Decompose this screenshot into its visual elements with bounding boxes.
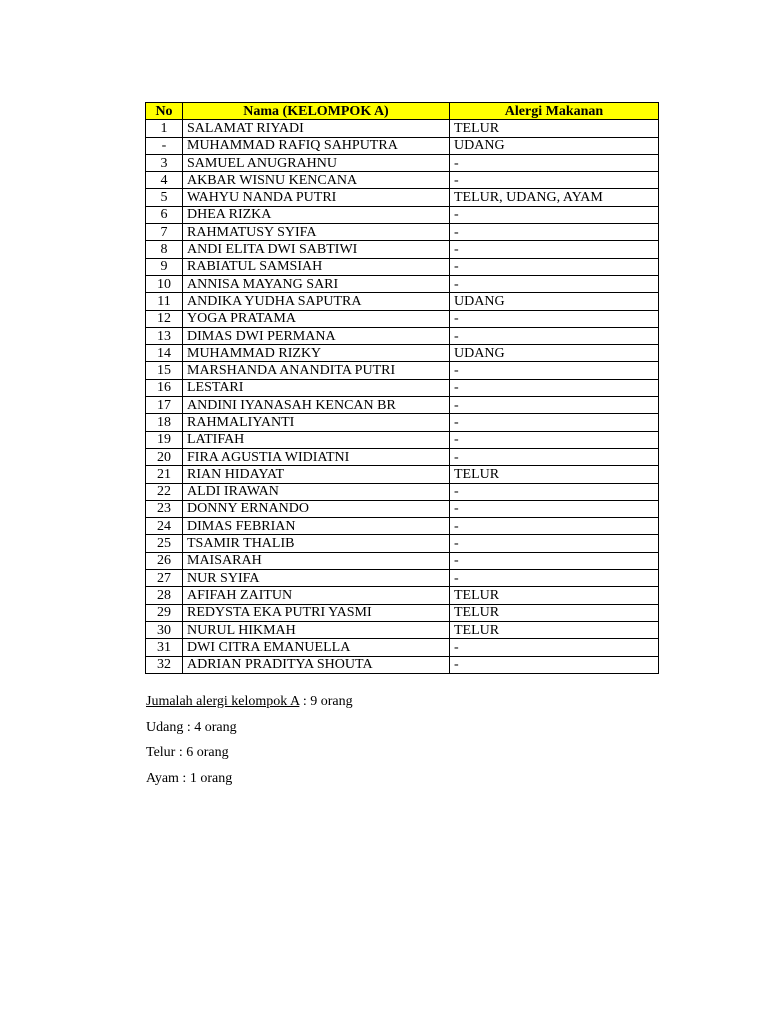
row-no: 13 (146, 327, 183, 344)
row-name: DHEA RIZKA (183, 206, 450, 223)
row-no: 25 (146, 535, 183, 552)
row-allergy: - (450, 414, 659, 431)
row-allergy: - (450, 431, 659, 448)
table-row (146, 552, 659, 569)
row-name: AKBAR WISNU KENCANA (183, 172, 450, 189)
table-row (146, 431, 659, 448)
row-name: ALDI IRAWAN (183, 483, 450, 500)
row-name: MAISARAH (183, 552, 450, 569)
table-row (146, 189, 659, 206)
summary-udang: Udang : 4 orang (146, 719, 237, 735)
summary-telur: Telur : 6 orang (146, 745, 229, 760)
row-allergy: - (450, 206, 659, 223)
row-no: 5 (146, 189, 183, 206)
row-name: LATIFAH (183, 431, 450, 448)
row-name: DIMAS DWI PERMANA (183, 327, 450, 344)
row-no: - (146, 137, 183, 154)
row-allergy: UDANG (450, 293, 659, 310)
row-no: 19 (146, 431, 183, 448)
table-row (146, 604, 659, 621)
row-name: RABIATUL SAMSIAH (183, 258, 450, 275)
row-no: 32 (146, 656, 183, 673)
row-name: RAHMALIYANTI (183, 414, 450, 431)
row-allergy: TELUR (450, 120, 659, 137)
row-name: NURUL HIKMAH (183, 621, 450, 638)
table-row (146, 327, 659, 344)
row-no: 26 (146, 552, 183, 569)
row-no: 29 (146, 604, 183, 621)
row-name: RAHMATUSY SYIFA (183, 224, 450, 241)
table-row (146, 275, 659, 292)
table-row (146, 483, 659, 500)
table-header-row (146, 103, 659, 120)
row-allergy: TELUR (450, 604, 659, 621)
table-row (146, 379, 659, 396)
row-no: 1 (146, 120, 183, 137)
row-name: ANDINI IYANASAH KENCAN BR (183, 397, 450, 414)
table-row (146, 535, 659, 552)
row-allergy: - (450, 535, 659, 552)
row-allergy: - (450, 448, 659, 465)
row-allergy: TELUR (450, 621, 659, 638)
row-allergy: - (450, 327, 659, 344)
row-no: 11 (146, 293, 183, 310)
row-no: 8 (146, 241, 183, 258)
row-no: 30 (146, 621, 183, 638)
row-name: ADRIAN PRADITYA SHOUTA (183, 656, 450, 673)
row-name: FIRA AGUSTIA WIDIATNI (183, 448, 450, 465)
row-name: NUR SYIFA (183, 570, 450, 587)
row-allergy: - (450, 154, 659, 171)
row-allergy: - (450, 172, 659, 189)
row-name: ANNISA MAYANG SARI (183, 275, 450, 292)
table-row (146, 656, 659, 673)
row-name: DWI CITRA EMANUELLA (183, 639, 450, 656)
row-no: 12 (146, 310, 183, 327)
table-row (146, 397, 659, 414)
row-allergy: UDANG (450, 345, 659, 362)
row-no: 14 (146, 345, 183, 362)
table-row (146, 293, 659, 310)
row-name: SALAMAT RIYADI (183, 120, 450, 137)
row-name: LESTARI (183, 379, 450, 396)
row-no: 15 (146, 362, 183, 379)
row-name: SAMUEL ANUGRAHNU (183, 154, 450, 171)
row-allergy: TELUR (450, 587, 659, 604)
row-allergy: - (450, 656, 659, 673)
table-body (146, 120, 659, 674)
table-row (146, 154, 659, 171)
row-no: 16 (146, 379, 183, 396)
table-row (146, 448, 659, 465)
table-row (146, 137, 659, 154)
table-row (146, 466, 659, 483)
row-allergy: - (450, 570, 659, 587)
row-allergy: - (450, 552, 659, 569)
row-allergy: UDANG (450, 137, 659, 154)
row-name: DIMAS FEBRIAN (183, 518, 450, 535)
row-name: REDYSTA EKA PUTRI YASMI (183, 604, 450, 621)
row-name: MUHAMMAD RAFIQ SAHPUTRA (183, 137, 450, 154)
row-no: 22 (146, 483, 183, 500)
row-name: WAHYU NANDA PUTRI (183, 189, 450, 206)
allergy-summary (146, 692, 353, 794)
row-no: 21 (146, 466, 183, 483)
row-allergy: - (450, 483, 659, 500)
row-name: ANDI ELITA DWI SABTIWI (183, 241, 450, 258)
row-no: 20 (146, 448, 183, 465)
row-name: YOGA PRATAMA (183, 310, 450, 327)
table-row (146, 362, 659, 379)
row-allergy: - (450, 639, 659, 656)
row-allergy: - (450, 241, 659, 258)
row-name: RIAN HIDAYAT (183, 466, 450, 483)
table-row (146, 172, 659, 189)
table-row (146, 241, 659, 258)
row-allergy: TELUR, UDANG, AYAM (450, 189, 659, 206)
table-row (146, 570, 659, 587)
row-no: 7 (146, 224, 183, 241)
row-allergy: - (450, 379, 659, 396)
row-no: 28 (146, 587, 183, 604)
table-row (146, 639, 659, 656)
summary-total (146, 692, 353, 718)
row-no: 6 (146, 206, 183, 223)
row-no: 3 (146, 154, 183, 171)
row-no: 17 (146, 397, 183, 414)
header-no: No (146, 103, 183, 120)
row-allergy: - (450, 310, 659, 327)
row-name: TSAMIR THALIB (183, 535, 450, 552)
table-row (146, 120, 659, 137)
row-name: MUHAMMAD RIZKY (183, 345, 450, 362)
row-name: MARSHANDA ANANDITA PUTRI (183, 362, 450, 379)
table-row (146, 518, 659, 535)
row-name: ANDIKA YUDHA SAPUTRA (183, 293, 450, 310)
summary-ayam: Ayam : 1 orang (146, 770, 233, 786)
row-allergy: TELUR (450, 466, 659, 483)
header-name: Nama (KELOMPOK A) (183, 103, 450, 120)
table-row (146, 310, 659, 327)
row-no: 4 (146, 172, 183, 189)
row-no: 9 (146, 258, 183, 275)
row-allergy: - (450, 224, 659, 241)
row-name: DONNY ERNANDO (183, 500, 450, 517)
row-no: 27 (146, 570, 183, 587)
table-row (146, 345, 659, 362)
row-no: 10 (146, 275, 183, 292)
table-row (146, 587, 659, 604)
summary-total-label: Jumalah alergi kelompok A (146, 694, 300, 709)
row-no: 18 (146, 414, 183, 431)
row-no: 23 (146, 500, 183, 517)
summary-total-value: : 9 orang (299, 694, 353, 709)
table-row (146, 500, 659, 517)
row-allergy: - (450, 275, 659, 292)
table-row (146, 206, 659, 223)
row-allergy: - (450, 518, 659, 535)
row-allergy: - (450, 397, 659, 414)
row-allergy: - (450, 258, 659, 275)
table-row (146, 414, 659, 431)
header-allergy: Alergi Makanan (450, 103, 659, 120)
allergy-table (145, 102, 659, 674)
table-row (146, 258, 659, 275)
row-no: 24 (146, 518, 183, 535)
table-row (146, 224, 659, 241)
row-no: 31 (146, 639, 183, 656)
table-row (146, 621, 659, 638)
row-allergy: - (450, 362, 659, 379)
row-name: AFIFAH ZAITUN (183, 587, 450, 604)
row-allergy: - (450, 500, 659, 517)
